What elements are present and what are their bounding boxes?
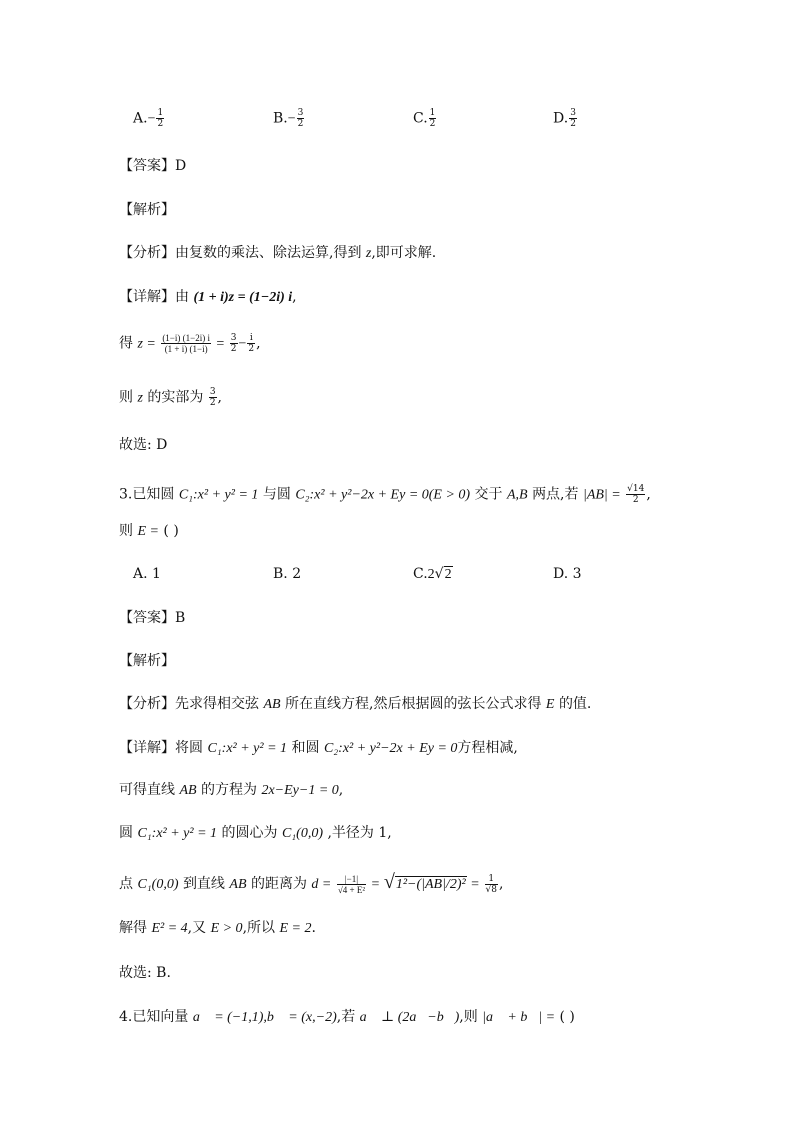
option-letter: C. (413, 110, 428, 127)
math-c2: C₂:x² + y²−2x + Ey = 0 (323, 741, 458, 756)
punct: , (646, 486, 651, 503)
option-letter: A. (133, 110, 148, 127)
radicand: 1²−(|AB|/2)² (395, 877, 466, 892)
text: 得 (119, 335, 133, 352)
q3-option-c: C.2√2 (413, 566, 452, 582)
text: 将圆 (175, 740, 203, 756)
punct: , (217, 389, 222, 406)
math-lhs: d = (311, 877, 332, 892)
text: 点 (119, 876, 133, 892)
frac-den: 2 (230, 344, 237, 354)
q2-answer (119, 156, 186, 176)
frac-num: 1 (157, 108, 164, 118)
frac-den: (1 + i) (1−i) (164, 344, 208, 354)
math-vectors: a⃗ = (−1,1),b⃗ = (x,−2) (192, 1010, 337, 1025)
q3-line-ab (119, 780, 343, 801)
q3-answer (119, 608, 185, 628)
frac-num: i (247, 333, 255, 344)
option-fraction (156, 108, 164, 129)
option-sign: − (147, 111, 156, 127)
punct: , (338, 782, 344, 798)
text: 的实部为 (147, 389, 204, 406)
frac-num: 3 (209, 387, 216, 397)
frac-den: 2 (570, 119, 576, 129)
answer-label: 【答案】 (119, 158, 175, 174)
q3-option-a: A. 1 (133, 566, 161, 582)
option-letter: D. (553, 110, 569, 127)
q2-fenxi (119, 243, 436, 264)
text: 交于 (474, 486, 503, 503)
frac-den: 2 (248, 344, 255, 354)
q3-stem (119, 484, 651, 506)
text: 解得 (119, 920, 147, 936)
text: 则 (119, 523, 133, 539)
frac-num: (1−i) (1−2i) i (162, 333, 210, 343)
frac-num: 1 (429, 108, 436, 118)
frac-den: 2 (157, 119, 164, 129)
math-perp: a⃗ ⊥ (2a⃗−b⃗) (359, 1010, 460, 1025)
text: 则 (119, 389, 133, 406)
xiangjie-text: 由 (175, 289, 189, 305)
math-var: z (137, 390, 143, 406)
math-c2: C₂:x² + y²−2x + Ey = 0(E > 0) (295, 487, 471, 503)
q3-circle-center (119, 823, 392, 844)
q3-option-d: D. 3 (553, 566, 582, 582)
minus: − (238, 336, 247, 352)
fenxi-text: ,即可求解. (371, 245, 437, 261)
text: 的值. (558, 696, 592, 712)
fraction (247, 333, 255, 354)
frac-den: 2 (429, 119, 436, 129)
frac-den: 2 (209, 398, 216, 408)
math-sum: |a⃗ + b⃗| = (482, 1010, 556, 1025)
option-rad: 2 (444, 567, 452, 582)
math-ineq: E > 0 (210, 921, 243, 936)
math-ablen: |AB| = (582, 487, 621, 503)
punct: , (292, 289, 297, 305)
xiangjie-label: 【详解】 (119, 289, 175, 305)
text: 4.已知向量 (119, 1009, 189, 1025)
fraction (230, 333, 238, 354)
paren: ( ) (163, 523, 179, 539)
frac-den: 2 (632, 495, 639, 505)
text: 的距离为 (250, 876, 307, 892)
option-letter: C. (413, 566, 428, 582)
math-equation: E = 2 (279, 921, 312, 936)
math-var: AB (263, 697, 281, 712)
radical-sign: √ (383, 871, 395, 893)
fenxi-label: 【分析】 (119, 696, 175, 712)
option-fraction (429, 108, 437, 129)
option-fraction (569, 108, 577, 129)
text: 圆 (119, 825, 133, 841)
q2-jiexi: 【解析】 (119, 202, 175, 218)
math-ab: A,B (507, 487, 528, 503)
math-var: AB (179, 783, 197, 798)
math-c1: C₁:x² + y² = 1 (178, 487, 259, 503)
q3-xiangjie (119, 738, 518, 759)
text: 3.已知圆 (119, 486, 175, 503)
fraction (337, 874, 366, 895)
text: 可得直线 (119, 782, 175, 798)
text: 方程相减, (457, 740, 518, 756)
text: ,又 (187, 920, 207, 936)
paren: ( ) (559, 1009, 575, 1025)
fenxi-label: 【分析】 (119, 245, 175, 261)
math-var: AB (229, 877, 247, 892)
answer-label: 【答案】 (119, 610, 175, 626)
q2-solution-line (119, 333, 261, 355)
frac-num: 3 (570, 108, 576, 118)
punct: , (498, 876, 504, 892)
xiangjie-label: 【详解】 (119, 740, 175, 756)
q3-jiexi: 【解析】 (119, 653, 175, 669)
q2-option-b (273, 108, 305, 130)
option-letter: B. (273, 110, 288, 127)
q2-option-c (413, 108, 437, 129)
math-equation: 2x−Ey−1 = 0 (261, 783, 339, 798)
q3-distance (119, 872, 503, 895)
fraction (209, 387, 217, 408)
text: 所在直线方程,然后根据圆的弦长公式求得 (285, 696, 542, 712)
fraction (626, 484, 645, 505)
q3-fenxi (119, 694, 591, 715)
math-equation: E² = 4 (151, 921, 188, 936)
fraction (161, 333, 211, 354)
equals: = (471, 877, 480, 892)
frac-den: √8 (485, 884, 497, 895)
q2-option-a (133, 108, 165, 130)
q2-xiangjie (119, 287, 297, 308)
text: 和圆 (291, 740, 320, 756)
fraction (485, 874, 498, 895)
q3-guxuan: 故选: B. (119, 965, 171, 981)
frac-num: √14 (627, 484, 645, 494)
q2-guxuan: 故选: D (119, 437, 168, 453)
option-val: 2 (427, 567, 435, 582)
text: ,则 (459, 1009, 478, 1025)
frac-den: 2 (297, 119, 304, 129)
option-sign: − (287, 111, 296, 127)
answer-value: D (175, 158, 187, 174)
text: 的方程为 (201, 782, 258, 798)
frac-num: 3 (230, 333, 237, 343)
math-lhs: z = (137, 336, 156, 352)
text: ,若 (336, 1009, 356, 1025)
text: ,所以 (242, 920, 276, 936)
text: 的圆心为 (221, 825, 278, 841)
math-c1: C₁:x² + y² = 1 (207, 741, 288, 756)
math-c1: C₁(0,0) (137, 877, 179, 892)
math-var: E (545, 697, 555, 712)
text: 两点,若 (532, 486, 579, 503)
punct: . (311, 920, 316, 936)
option-fraction (297, 108, 305, 129)
math-c1: C₁:x² + y² = 1 (137, 826, 218, 841)
text: 与圆 (262, 486, 291, 503)
text: 到直线 (182, 876, 225, 892)
frac-num: 3 (297, 108, 304, 118)
q4-stem (119, 1007, 575, 1028)
frac-num: 1 (485, 874, 498, 885)
answer-value: B (175, 610, 186, 626)
math-var: z (365, 246, 372, 261)
equals: = (216, 336, 225, 352)
math-lhs: E = (137, 524, 159, 539)
frac-num: |−1| (337, 874, 366, 885)
fenxi-text: 由复数的乘法、除法运算,得到 (175, 245, 362, 261)
math-center: C₁(0,0) (281, 826, 323, 841)
frac-den: √4 + E² (337, 884, 366, 895)
q3-option-b: B. 2 (273, 566, 302, 582)
equals: = (371, 877, 380, 892)
text: ,半径为 1, (327, 825, 392, 841)
q2-option-d (553, 108, 578, 129)
q2-real-part (119, 387, 222, 409)
text: 先求得相交弦 (175, 696, 259, 712)
punct: , (256, 335, 261, 352)
q3-stem-2 (119, 521, 179, 542)
math-equation: (1 + i)z = (1−2i) i (193, 290, 293, 305)
q3-solve (119, 918, 316, 939)
